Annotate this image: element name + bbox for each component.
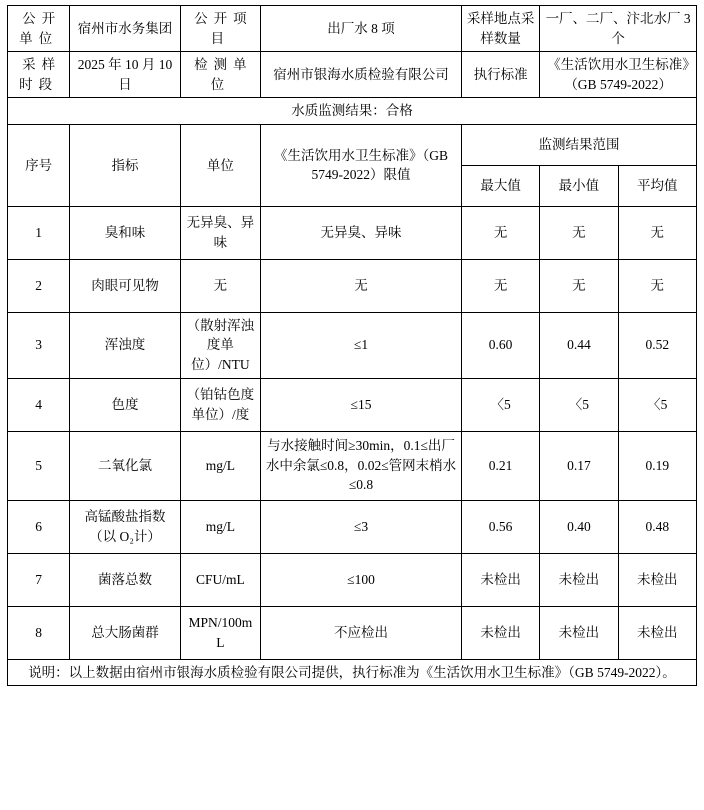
table-row (8, 378, 697, 431)
cell-indicator: 高锰酸盐指数（以 O₂计） (70, 500, 180, 553)
cell-indicator: 二氧化氯 (70, 431, 180, 500)
cell-unit: 无异臭、异味 (180, 206, 260, 259)
water-quality-report-table (7, 5, 697, 686)
cell-limit: 无 (261, 259, 462, 312)
cell-min: 0.44 (540, 312, 618, 378)
table-row (8, 312, 697, 378)
column-header-index: 序号 (8, 124, 70, 206)
cell-max: 无 (461, 259, 539, 312)
table-row (8, 206, 697, 259)
column-header-min: 最小值 (540, 165, 618, 206)
cell-indicator: 浑浊度 (70, 312, 180, 378)
cell-min: 无 (540, 259, 618, 312)
cell-avg: 0.52 (618, 312, 696, 378)
cell-indicator: 总大肠菌群 (70, 606, 180, 659)
cell-max: 〈5 (461, 378, 539, 431)
execution-standard-value: 《生活饮用水卫生标准》（GB 5749-2022） (540, 52, 697, 98)
result-title-row (8, 98, 697, 125)
cell-min: 0.17 (540, 431, 618, 500)
cell-indicator: 色度 (70, 378, 180, 431)
public-unit-value: 宿州市水务集团 (70, 6, 180, 52)
column-header-max: 最大值 (461, 165, 539, 206)
cell-unit: （散射浑浊度单位）/NTU (180, 312, 260, 378)
cell-limit: 与水接触时间≥30min，0.1≤出厂水中余氯≤0.8，0.02≤管网末梢水≤0.8 (261, 431, 462, 500)
cell-indicator: 菌落总数 (70, 553, 180, 606)
column-header-unit: 单位 (180, 124, 260, 206)
column-header-indicator: 指标 (70, 124, 180, 206)
result-title: 水质监测结果：合格 (8, 98, 697, 125)
cell-unit: 无 (180, 259, 260, 312)
sampling-period-value: 2025 年 10 月 10 日 (70, 52, 180, 98)
cell-unit: MPN/100mL (180, 606, 260, 659)
table-row (8, 606, 697, 659)
cell-index: 4 (8, 378, 70, 431)
cell-min: 无 (540, 206, 618, 259)
column-header-range-group: 监测结果范围 (461, 124, 696, 165)
cell-index: 3 (8, 312, 70, 378)
sampling-location-count-label: 采样地点采样数量 (461, 6, 539, 52)
cell-avg: 未检出 (618, 553, 696, 606)
sampling-period-label: 采样时段 (8, 52, 70, 98)
cell-avg: 未检出 (618, 606, 696, 659)
note-row (8, 659, 697, 686)
cell-limit: ≤100 (261, 553, 462, 606)
header-row-2 (8, 52, 697, 98)
cell-min: 0.40 (540, 500, 618, 553)
table-row (8, 259, 697, 312)
cell-max: 0.56 (461, 500, 539, 553)
cell-avg: 无 (618, 206, 696, 259)
cell-avg: 0.48 (618, 500, 696, 553)
cell-limit: ≤3 (261, 500, 462, 553)
cell-index: 7 (8, 553, 70, 606)
cell-max: 未检出 (461, 553, 539, 606)
cell-indicator: 臭和味 (70, 206, 180, 259)
cell-min: 未检出 (540, 553, 618, 606)
cell-index: 5 (8, 431, 70, 500)
column-header-row-1 (8, 124, 697, 165)
table-row (8, 500, 697, 553)
cell-index: 8 (8, 606, 70, 659)
cell-index: 2 (8, 259, 70, 312)
cell-max: 无 (461, 206, 539, 259)
cell-avg: 无 (618, 259, 696, 312)
cell-unit: （铂钴色度单位）/度 (180, 378, 260, 431)
testing-unit-label: 检测单位 (180, 52, 260, 98)
cell-max: 0.60 (461, 312, 539, 378)
cell-index: 1 (8, 206, 70, 259)
public-project-label: 公开项目 (180, 6, 260, 52)
table-row (8, 553, 697, 606)
report-note: 说明：以上数据由宿州市银海水质检验有限公司提供，执行标准为《生活饮用水卫生标准》（GB 5749-2022）。 (8, 659, 697, 686)
cell-avg: 0.19 (618, 431, 696, 500)
cell-max: 0.21 (461, 431, 539, 500)
cell-limit: 不应检出 (261, 606, 462, 659)
table-row (8, 431, 697, 500)
column-header-limit: 《生活饮用水卫生标准》（GB 5749-2022）限值 (261, 124, 462, 206)
column-header-avg: 平均值 (618, 165, 696, 206)
cell-limit: ≤15 (261, 378, 462, 431)
cell-indicator: 肉眼可见物 (70, 259, 180, 312)
execution-standard-label: 执行标准 (461, 52, 539, 98)
cell-min: 未检出 (540, 606, 618, 659)
cell-unit: CFU/mL (180, 553, 260, 606)
header-row-1 (8, 6, 697, 52)
cell-limit: 无异臭、异味 (261, 206, 462, 259)
cell-limit: ≤1 (261, 312, 462, 378)
cell-unit: mg/L (180, 500, 260, 553)
testing-unit-value: 宿州市银海水质检验有限公司 (261, 52, 462, 98)
cell-unit: mg/L (180, 431, 260, 500)
public-project-value: 出厂水 8 项 (261, 6, 462, 52)
cell-index: 6 (8, 500, 70, 553)
water-quality-report-page (0, 5, 704, 810)
sampling-location-count-value: 一厂、二厂、汴北水厂 3 个 (540, 6, 697, 52)
cell-avg: 〈5 (618, 378, 696, 431)
public-unit-label: 公开单位 (8, 6, 70, 52)
cell-min: 〈5 (540, 378, 618, 431)
cell-max: 未检出 (461, 606, 539, 659)
